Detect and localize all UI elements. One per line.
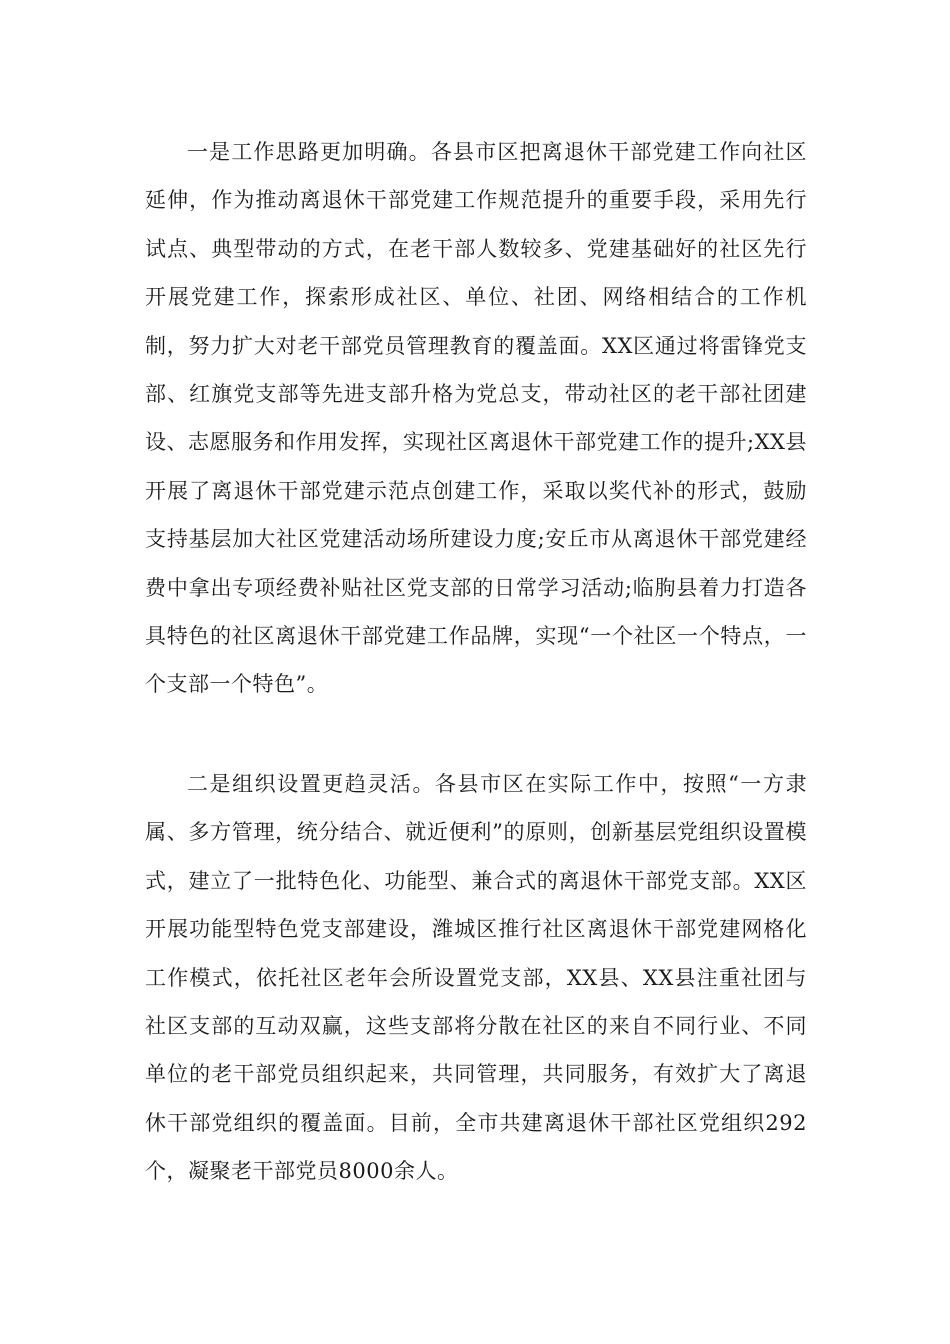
paragraph-work-approach: 一是工作思路更加明确。各县市区把离退休干部党建工作向社区延伸，作为推动离退休干部党建工作规范提升的重要手段，采用先行试点、典型带动的方式，在老干部人数较多、党建基础好的社区先行开展党建工作，探索形成社区、单位、社团、网络相结合的工作机制，努力扩大对老干部党员管理教育的覆盖面。XX区通过将雷锋党支部、红旗党支部等先进支部升格为党总支，带动社区的老干部社团建设、志愿服务和作用发挥，实现社区离退休干部党建工作的提升;XX县开展了离退休干部党建示范点创建工作，采取以奖代补的形式，鼓励支持基层加大社区党建活动场所建设力度;安丘市从离退休干部党建经费中拿出专项经费补贴社区党支部的日常学习活动;临朐县着力打造各具特色的社区离退休干部党建工作品牌，实现“一个社区一个特点，一个支部一个特色”。 xyxy=(145,140,807,697)
paragraph-organization-setup: 二是组织设置更趋灵活。各县市区在实际工作中，按照“一方隶属、多方管理，统分结合、就近便利”的原则，创新基层党组织设置模式，建立了一批特色化、功能型、兼合式的离退休干部党支部。XX区开展功能型特色党支部建设，潍城区推行社区离退休干部党建网格化工作模式，依托社区老年会所设置党支部，XX县、XX县注重社团与社区支部的互动双赢，这些支部将分散在社区的来自不同行业、不同单位的老干部党员组织起来，共同管理，共同服务，有效扩大了离退休干部党组织的覆盖面。目前，全市共建离退休干部社区党组织292个，凝聚老干部党员8000余人。 xyxy=(145,772,807,1184)
